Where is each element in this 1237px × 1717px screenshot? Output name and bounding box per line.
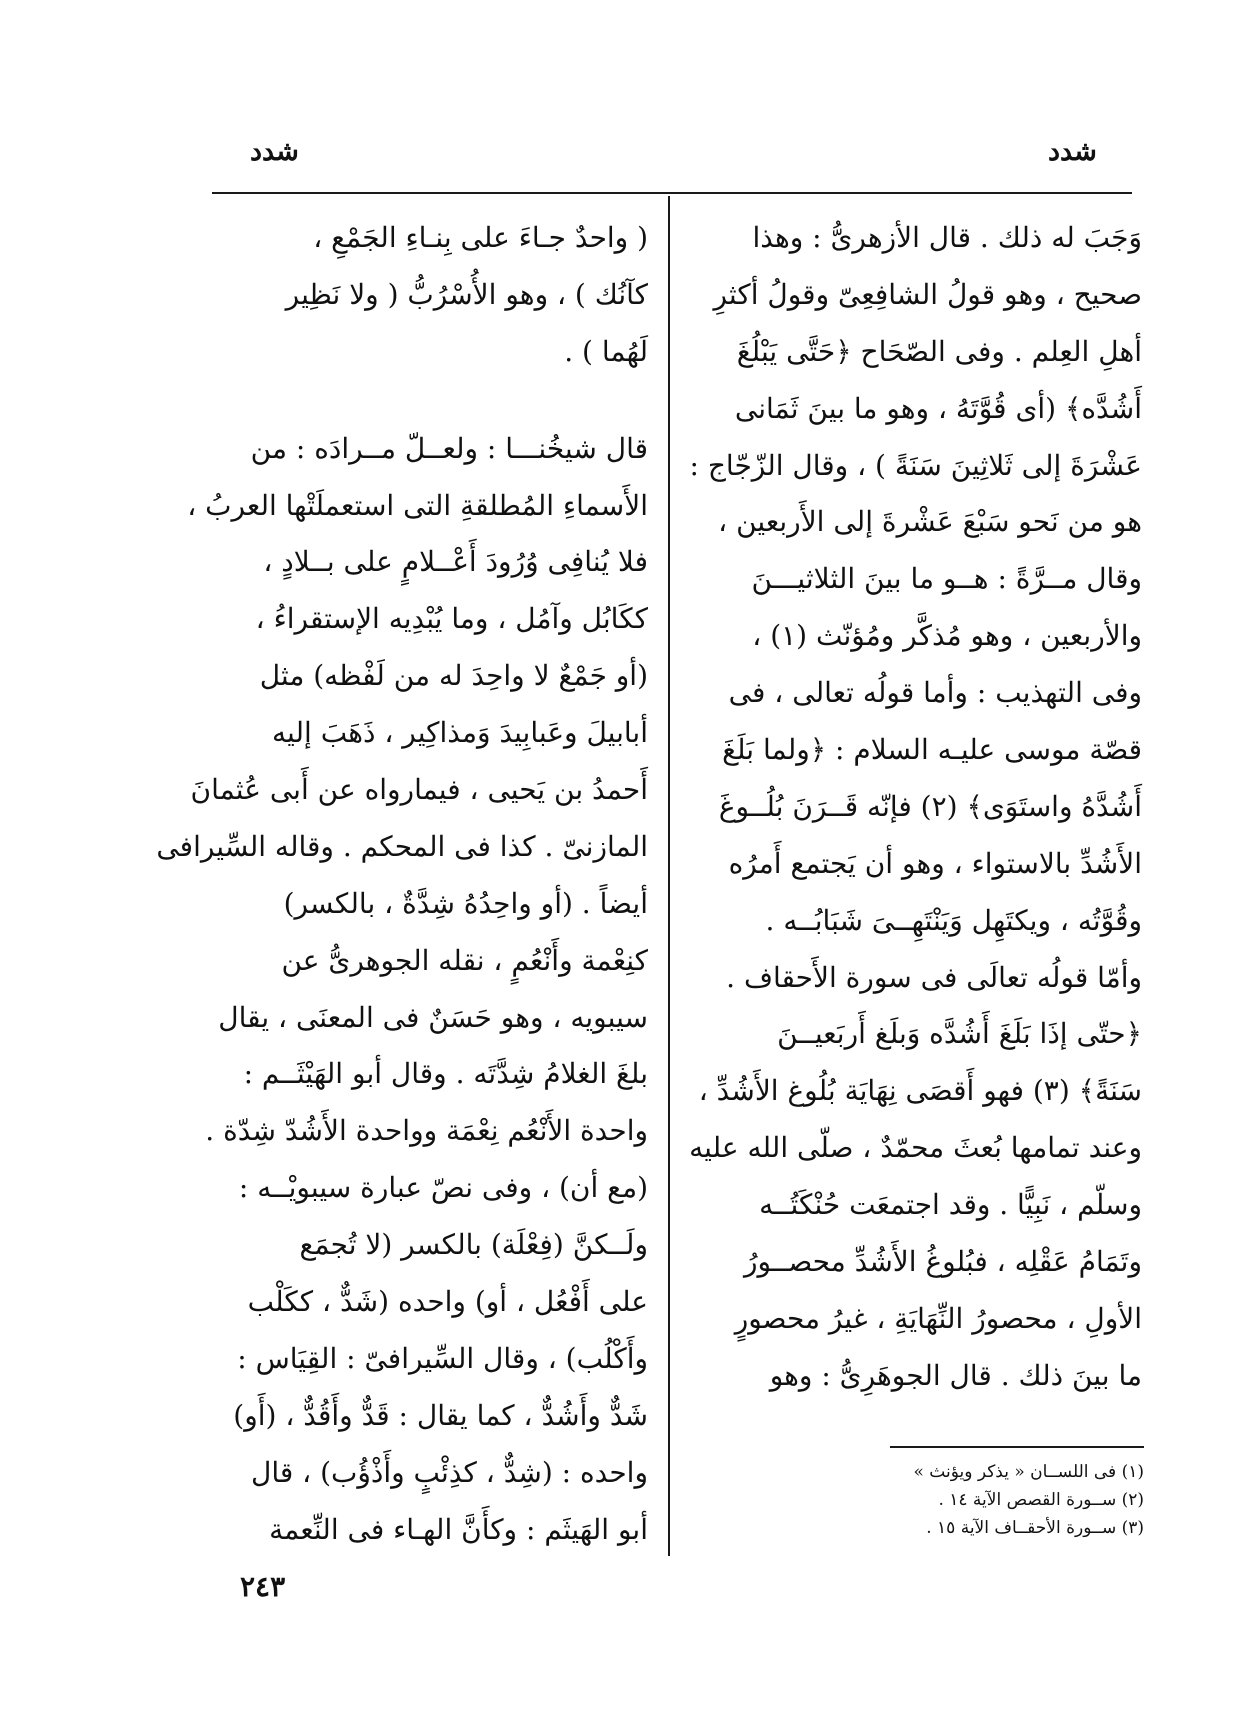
text-line: أيضاً . (أو واحِدُهُ شِدَّةٌ ، بالكسر) [283, 886, 648, 920]
text-line: ما بينَ ذلك . قال الجوهَرِىُّ : وهو [769, 1358, 1142, 1392]
text-line: وعند تمامها بُعثَ محمّدٌ ، صلّى الله عليه [689, 1131, 1142, 1165]
text-line: أبابيلَ وعَبابِيدَ وَمذاكِير ، ذَهَبَ إليه [272, 716, 648, 750]
text-line: وَجَبَ له ذلك . قال الأزهرىُّ : وهذا [752, 221, 1142, 254]
text-line: الأولِ ، محصورُ النِّهَايَةِ ، غيرُ محصورٍ [734, 1301, 1142, 1335]
text-line: أهلِ العِلم . وفى الصّحَاح ﴿حَتَّى يَبْلُغَ [736, 334, 1142, 368]
header-rule [212, 192, 1132, 194]
paragraph-gap [206, 381, 648, 421]
column-divider [668, 196, 670, 1556]
text-line: الأَسماءِ المُطلقةِ التى استعملَتْها العربُ ، [187, 488, 648, 522]
text-line: وتَمَامُ عَقْلِه ، فبُلوغُ الأَشُدِّ محصــورُ [744, 1245, 1142, 1279]
footnote: (٢) ســورة القصص الآية ١٤ . [938, 1490, 1144, 1510]
text-line: بلغَ الغلامُ شِدَّتَه . وقال أبو الهَيْثَــم : [243, 1057, 648, 1091]
text-line: على أَفْعُل ، أو) واحده (شَدٌّ ، ككَلْب [247, 1285, 648, 1319]
text-line: قصّة موسى عليـه السلام : ﴿ولما بَلَغَ [722, 733, 1142, 767]
text-line: (أو جَمْعٌ لا واحِدَ له من لَفْظه) مثل [259, 659, 648, 693]
text-line: وقُوَّتُه ، ويكتَهِل وَيَنْتَهِــىَ شَبَابُــه . [765, 903, 1142, 937]
text-line: شَدٌّ وأَشُدٌّ ، كما يقال : قَدٌّ وأَقُدٌّ ، (أَو) [233, 1398, 648, 1432]
text-line: واحده : (شِدٌّ ، كذِئْبٍ وأَذْؤُب) ، قال [250, 1455, 648, 1489]
text-line: هو من نَحو سَبْعَ عَشْرةَ إلى الأَربعين ، [718, 505, 1142, 539]
text-line: والأربعين ، وهو مُذكَّر ومُؤنّث (١) ، [752, 619, 1142, 653]
footnote: (١) فى اللســان « يذكر ويؤنث » [913, 1462, 1144, 1482]
text-line: الأَشُدِّ بالاستواء ، وهو أن يَجتمع أَمرُه [728, 846, 1142, 880]
text-line: ﴿حتّى إذَا بَلَغَ أَشُدَّه وَبلَغ أَربَعيــنَ [777, 1017, 1142, 1051]
text-line: ولَــكنَّ (فِعْلَة) بالكسر (لا تُجمَع [299, 1228, 648, 1262]
text-line: أَشُدَّه﴾ (أى قُوَّتَهُ ، وهو ما بينَ ثَمَانى [734, 391, 1142, 425]
text-line: واحدة الأَنْعُم نِعْمَة وواحدة الأَشُدّ شِدّة . [205, 1114, 648, 1148]
text-line: ( واحدٌ جـاءَ على بِنـاءِ الجَمْعِ ، [313, 221, 648, 254]
left-column [156, 210, 648, 1558]
text-line: سَنَةً﴾ (٣) فهو أَقصَى نِهَايَة بُلُوغ الأَشُدِّ ، [698, 1074, 1142, 1108]
footnote: (٣) ســورة الأحقــاف الآية ١٥ . [926, 1518, 1144, 1538]
text-line: أَشُدَّهُ واستَوَى﴾ (٢) فإنّه قَــرَنَ بُلُــوغَ [718, 789, 1142, 823]
running-head-right: شدد [1048, 136, 1097, 167]
text-line: وأَكْلُب) ، وقال السِّيرافىّ : القِيَاس : [237, 1341, 648, 1375]
text-line: وقال مــرَّةً : هــو ما بينَ الثلاثيـــنَ [751, 562, 1142, 596]
text-line: فلا يُنافِى وُرُودَ أَعْــلامٍ على بــلادٍ ، [263, 545, 648, 579]
text-line: لَهُما ) . [564, 334, 648, 368]
page-number: ٢٤٣ [240, 1570, 286, 1603]
text-line: سيبويه ، وهو حَسَنٌ فى المعنَى ، يقال [218, 1000, 648, 1034]
text-line: كنِعْمة وأَنْعُمٍ ، نقله الجوهرىُّ عن [281, 943, 648, 977]
text-line: صحيح ، وهو قولُ الشافِعِىّ وقولُ أكثرِ [713, 277, 1142, 311]
text-line: ككَابُل وآمُل ، وما يُبْدِيه الإستقراءُ ، [255, 602, 648, 636]
text-line: قال شيخُنـــا : ولعــلّ مــرادَه : من [250, 431, 648, 465]
text-line: أبو الهَيثَم : وكأَنَّ الهـاء فى النِّعمة [269, 1512, 648, 1546]
text-line: أَحمدُ بن يَحيى ، فيمارواه عن أَبى عُثمانَ [190, 773, 648, 807]
text-line: (مع أن) ، وفى نصّ عبارة سيبويْــه : [238, 1171, 648, 1205]
text-line: وأمّا قولُه تعالَى فى سورة الأَحقاف . [726, 960, 1142, 994]
text-line: وفى التهذيب : وأما قولُه تعالى ، فى [728, 676, 1142, 710]
footnote-rule [890, 1446, 1144, 1448]
text-line: كآنُك ) ، وهو الأُسْرُبُّ ( ولا نَظِير [285, 277, 648, 311]
footnotes [800, 1458, 1144, 1542]
right-column [689, 210, 1142, 1405]
text-line: وسلّم ، نَبِيًّا . وقد اجتمعَت حُنْكَتُــه [759, 1188, 1142, 1222]
text-line: المازنىّ . كذا فى المحكم . وقاله السِّيرافى [156, 829, 648, 863]
running-head-left: شدد [250, 136, 299, 167]
text-line: عَشْرَةَ إلى ثَلاثِينَ سَنَةً ) ، وقال الزّجّاج : [689, 448, 1142, 482]
